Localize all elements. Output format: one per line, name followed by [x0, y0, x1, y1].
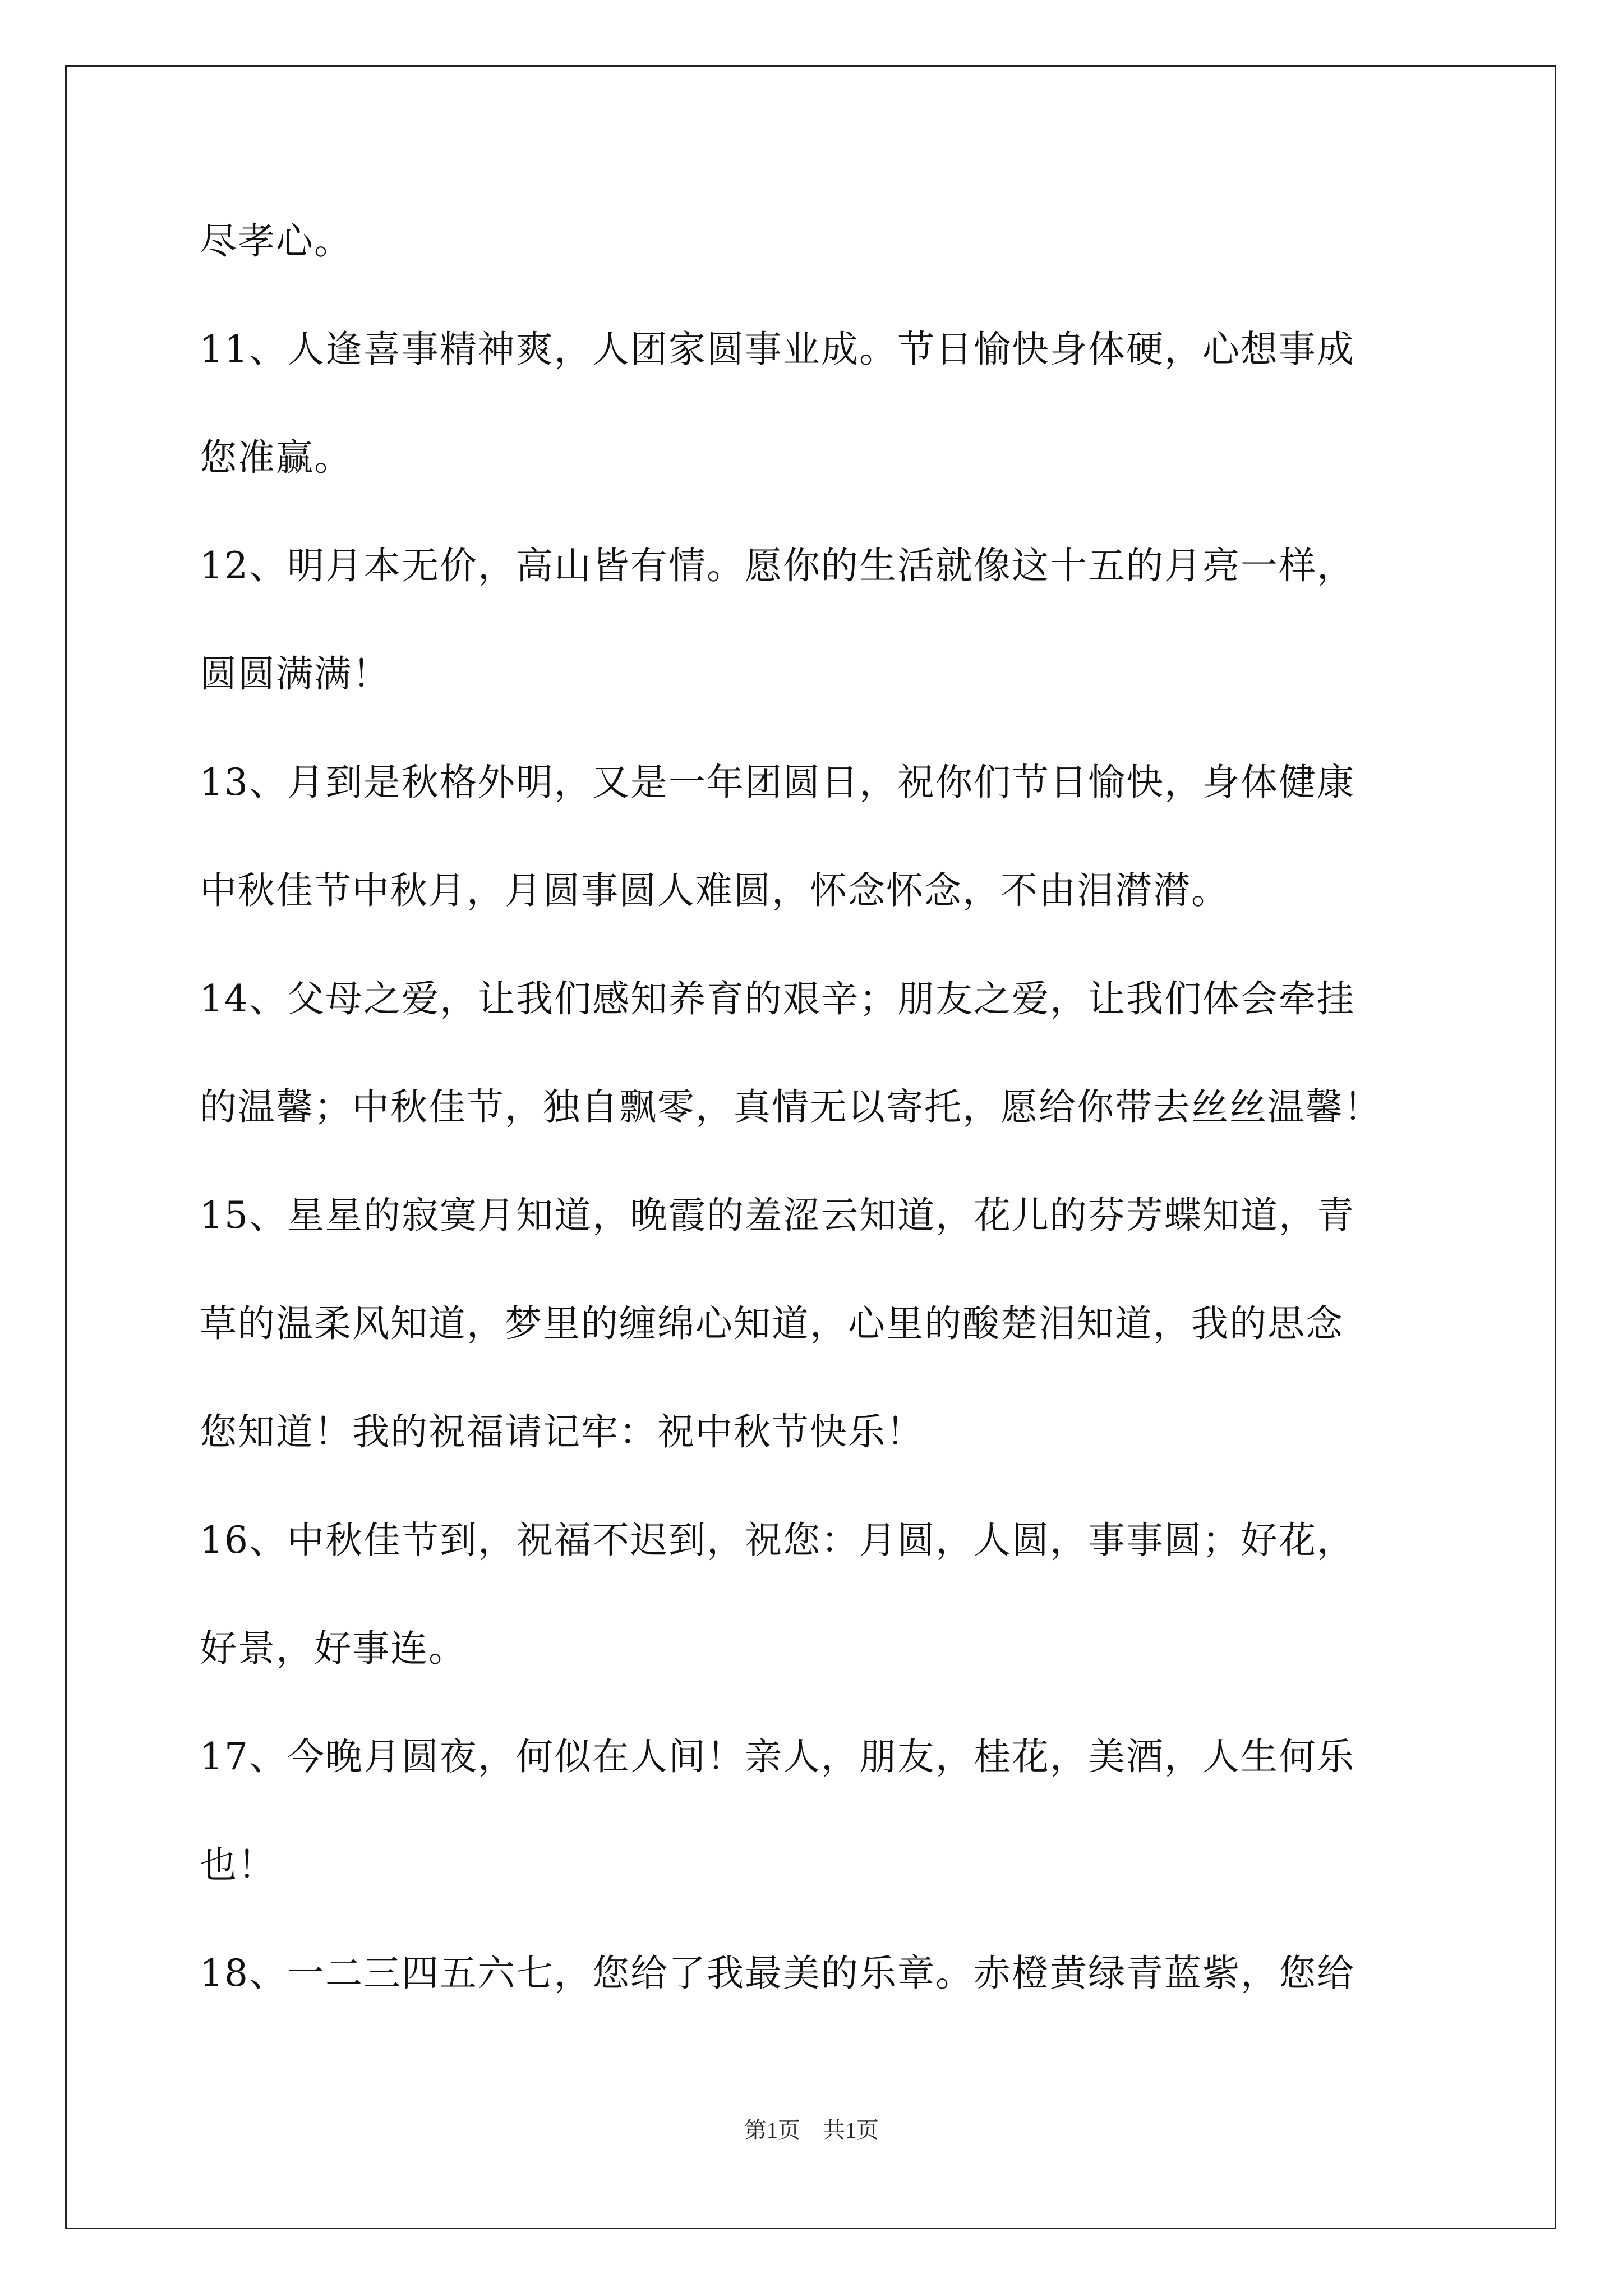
text-line-16: 也！	[200, 1843, 276, 1887]
text-line-14: 好景，好事连。	[200, 1627, 467, 1670]
text-line-15: 17、今晚月圆夜，何似在人间！亲人，朋友，桂花，美酒，人生何乐	[200, 1735, 1355, 1778]
page-number-total: 共1页	[823, 2118, 879, 2143]
text-line-6: 13、月到是秋格外明，又是一年团圆日，祝你们节日愉快，身体健康	[200, 761, 1355, 804]
text-line-12: 您知道！我的祝福请记牢：祝中秋节快乐！	[200, 1410, 924, 1453]
page-footer	[0, 2116, 1623, 2145]
text-line-17: 18、一二三四五六七，您给了我最美的乐章。赤橙黄绿青蓝紫，您给	[200, 1952, 1355, 1995]
page-number-current: 第1页	[744, 2118, 800, 2143]
page-border	[65, 65, 1556, 2229]
text-line-7: 中秋佳节中秋月，月圆事圆人难圆，怀念怀念，不由泪潸潸。	[200, 869, 1229, 912]
text-line-13: 16、中秋佳节到，祝福不迟到，祝您：月圆，人圆，事事圆；好花，	[200, 1519, 1355, 1562]
text-line-10: 15、星星的寂寞月知道，晚霞的羞涩云知道，花儿的芬芳蝶知道，青	[200, 1194, 1355, 1237]
text-line-2: 11、人逢喜事精神爽，人团家圆事业成。节日愉快身体硬，心想事成	[200, 328, 1355, 371]
text-line-4: 12、明月本无价，高山皆有情。愿你的生活就像这十五的月亮一样，	[200, 544, 1355, 587]
text-line-11: 草的温柔风知道，梦里的缠绵心知道，心里的酸楚泪知道，我的思念	[200, 1302, 1344, 1345]
text-line-5: 圆圆满满！	[200, 652, 390, 696]
text-line-9: 的温馨；中秋佳节，独自飘零，真情无以寄托，愿给你带去丝丝温馨！	[200, 1085, 1382, 1129]
text-line-1: 尽孝心。	[200, 219, 352, 263]
text-line-3: 您准赢。	[200, 436, 352, 479]
text-line-8: 14、父母之爱，让我们感知养育的艰辛；朋友之爱，让我们体会牵挂	[200, 977, 1355, 1020]
